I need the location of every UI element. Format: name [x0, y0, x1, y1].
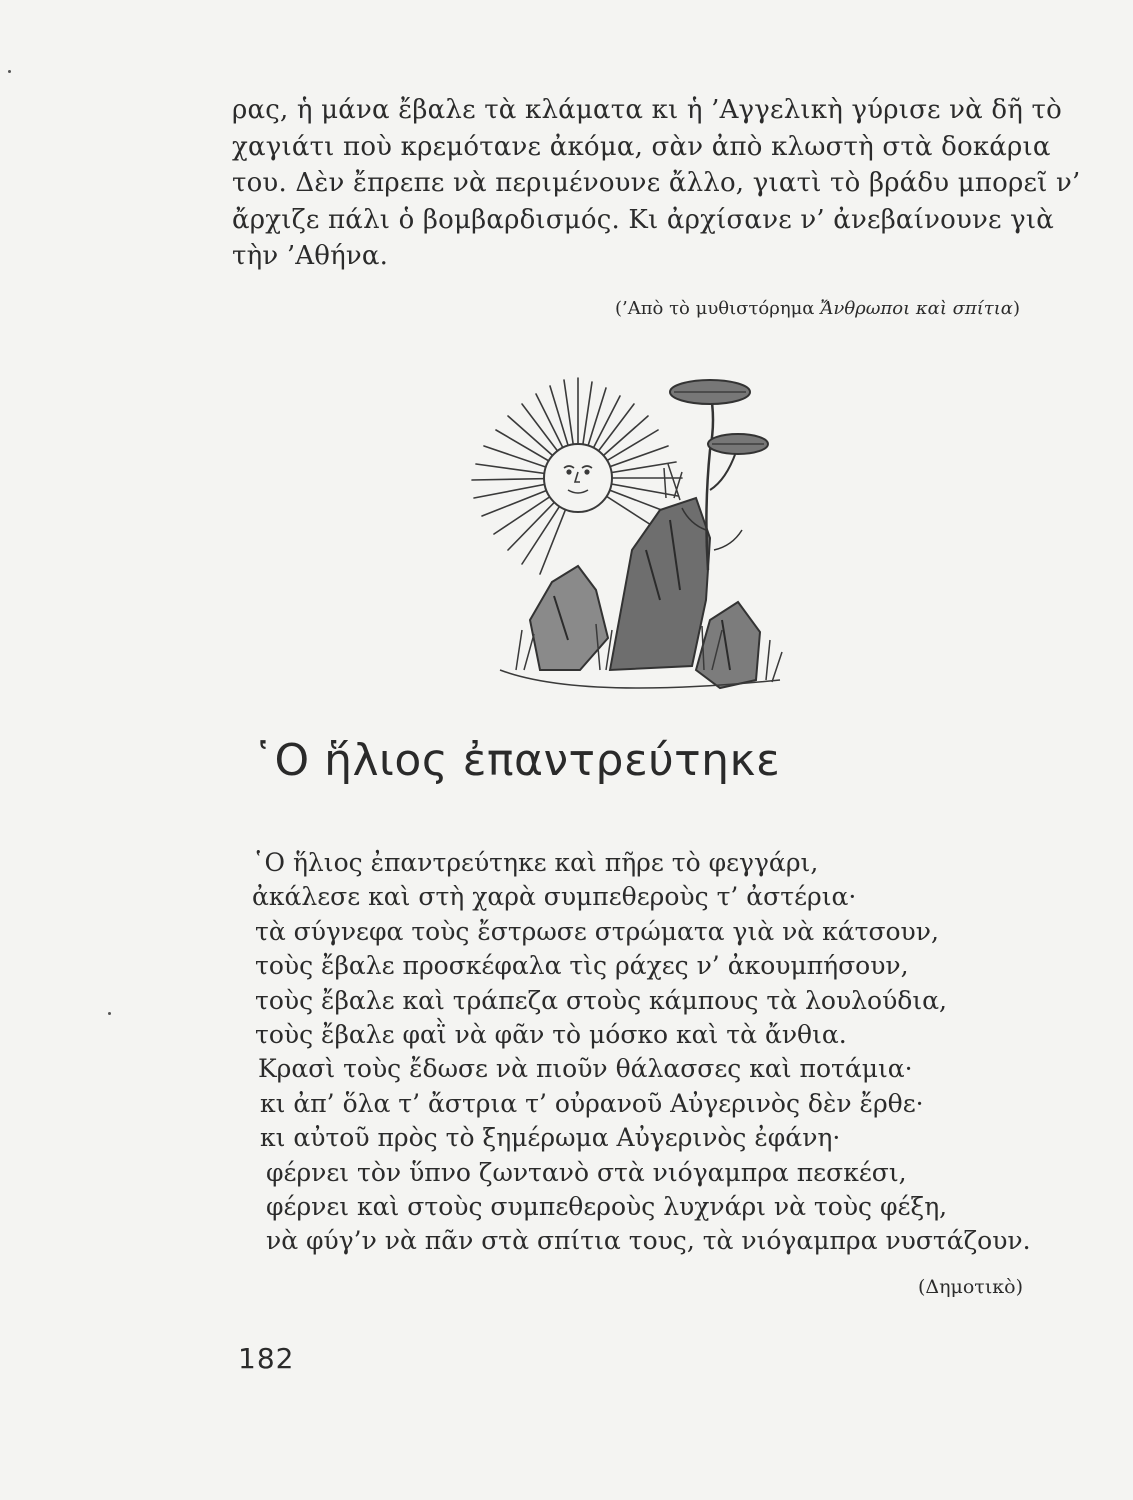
source-prefix: (’Απὸ τὸ μυθιστόρημα: [614, 298, 821, 319]
source-suffix: ): [1012, 298, 1020, 319]
poem-line: Κρασὶ τοὺς ἔδωσε νὰ πιοῦν θάλασσες καὶ ποτάμια·: [258, 1054, 913, 1084]
prose-line: ἄρχιζε πάλι ὁ βομβαρδισμός. Κι ἀρχίσανε ν’ ἀνεβαίνουνε γιὰ: [232, 204, 1054, 235]
poem-line: τοὺς ἔβαλε καὶ τράπεζα στοὺς κάμπους τὰ λουλούδια,: [255, 985, 947, 1015]
poem-line: τοὺς ἔβαλε προσκέφαλα τὶς ράχες ν’ ἀκουμπήσουν,: [255, 951, 909, 981]
poem-line: τὰ σύγνεφα τοὺς ἔστρωσε στρώματα γιὰ νὰ κάτσουν,: [255, 916, 939, 946]
poem-source-citation: (Δημοτικὸ): [918, 1276, 1023, 1298]
sun-and-rocks-illustration: [460, 370, 790, 715]
poem-line: ἀκάλεσε καὶ στὴ χαρὰ συμπεθεροὺς τ’ ἀστέρια·: [252, 882, 857, 912]
prose-line: τὴν ’Αθήνα.: [232, 241, 389, 271]
poem-text: [252, 846, 1031, 1259]
sun-disc: [544, 444, 612, 512]
poem-line: ῾Ο ἥλιος ἐπαντρεύτηκε καὶ πῆρε τὸ φεγγάρι,: [252, 848, 819, 877]
page-number: 182: [238, 1342, 295, 1375]
poem-title: ῾Ο ἥλιος ἐπαντρεύτηκε: [252, 735, 781, 786]
poem-line: κι αὐτοῦ πρὸς τὸ ξημέρωμα Αὐγερινὸς ἐφάνη·: [260, 1123, 841, 1153]
prose-line: χαγιάτι ποὺ κρεμότανε ἀκόμα, σὰν ἀπὸ κλωστὴ στὰ δοκάρια: [232, 131, 1051, 162]
poem-line: φέρνει τὸν ὕπνο ζωντανὸ στὰ νιόγαμπρα πεσκέσι,: [266, 1157, 907, 1187]
source-book-title: Ἄνθρωποι καὶ σπίτια: [820, 298, 1013, 319]
speck: [108, 1012, 111, 1015]
poem-line: φέρνει καὶ στοὺς συμπεθεροὺς λυχνάρι νὰ τοὺς φέξη,: [266, 1192, 948, 1222]
poem-line: κι ἀπ’ ὅλα τ’ ἄστρια τ’ οὐρανοῦ Αὐγερινὸς δὲν ἔρθε·: [260, 1088, 924, 1118]
speck: [8, 70, 11, 73]
poem-line: νὰ φύγ’ν νὰ πᾶν στὰ σπίτια τους, τὰ νιόγαμπρα νυστάζουν.: [266, 1226, 1031, 1256]
prose-line: ρας, ἡ μάνα ἔβαλε τὰ κλάματα κι ἡ ’Αγγελικὴ γύρισε νὰ δῆ τὸ: [232, 95, 1062, 125]
rocks: [500, 498, 780, 688]
prose-source-citation: [615, 298, 1020, 319]
prose-line: του. Δὲν ἔπρεπε νὰ περιμένουνε ἄλλο, γιατὶ τὸ βράδυ μπορεῖ ν’: [232, 168, 1081, 198]
poem-line: τοὺς ἔβαλε φαῒ νὰ φᾶν τὸ μόσκο καὶ τὰ ἄνθια.: [255, 1020, 847, 1050]
prose-excerpt: [232, 92, 1081, 275]
